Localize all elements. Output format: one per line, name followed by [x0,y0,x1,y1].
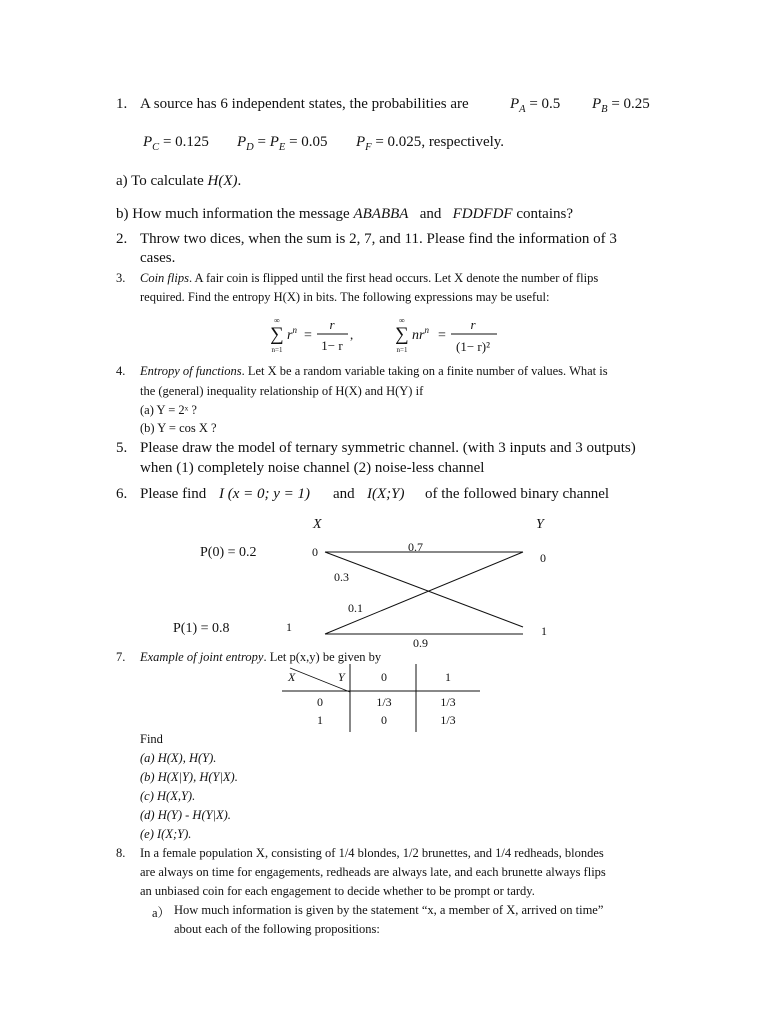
q6-and: and [333,486,355,502]
q1-text: A source has 6 independent states, the probabilities are [140,96,469,112]
q1-pb: $P_B = 0.25$ [592,96,650,115]
table-row-header-1: 1 [317,713,323,727]
q1-pd-pe: $P_D = P_E = 0.05$ [237,134,328,153]
sum2-upper: ∞ [399,316,405,325]
q6-text: Please find [140,486,207,502]
q1-pa: $P_A = 0.5$ [510,96,561,115]
q2-line1: Throw two dices, when the sum is 2, 7, and 11. Please find the information of 3 [140,231,617,247]
binary-channel-diagram [160,510,600,650]
q8-number: 8. [116,846,126,860]
q6-math2: I(X;Y) [367,486,405,502]
table-col-header-0: 0 [381,670,387,684]
q6-rest: of the followed binary channel [425,486,610,502]
frac1-num: r [329,317,335,332]
table-corner-x: X [288,670,296,684]
comma: , [350,327,354,342]
q1-pf: $P_F = 0.025$, respectively. [356,134,505,153]
q3-line1: Coin flips. A fair coin is flipped until the first head occurs. Let X denote the number of flips [140,271,599,285]
q7-find: Find [140,732,163,746]
q2-number: 2. [116,231,128,247]
frac1-den: 1− r [321,338,343,353]
table-corner-y: Y [338,670,345,684]
q8-line3: an unbiased coin for each engagement to decide whether to be prompt or tardy. [140,884,535,898]
table-row-header-0: 0 [317,695,323,709]
q8-line1: In a female population X, consisting of 1/4 blondes, 1/2 brunettes, and 1/4 redheads, blondes [140,846,604,860]
sum2-term: $nr^n$ [412,325,429,343]
q1-part-a: a) To calculate H(X). [116,173,242,189]
q7-item-c: (c) H(X,Y). [140,789,196,803]
q5-number: 5. [116,440,128,456]
q7-line1: Example of joint entropy. Let p(x,y) be given by [140,650,382,664]
q8-line2: are always on time for engagements, redheads are always late, and each brunette always flips [140,865,606,879]
q5-line1: Please draw the model of ternary symmetric channel. (with 3 inputs and 3 outputs) [140,440,636,456]
edge-1-0 [325,552,523,634]
table-cell: 1/3 [376,695,392,709]
q2-line2: cases. [140,250,176,266]
sum1-upper: ∞ [274,316,280,325]
sum1-lower: n=1 [271,346,283,354]
q4-part-a: (a) Y = 2ˣ ? [140,403,197,417]
edge-0-1 [325,552,523,627]
channel-x-label: X [313,517,322,532]
table-cell: 1/3 [440,713,456,727]
q4-line1: Entropy of functions. Let X be a random variable taking on a finite number of values. What is [140,364,608,378]
q1-pc: $P_C = 0.125$ [143,134,209,153]
table-col-header-1: 1 [445,670,451,684]
channel-out0: 0 [540,551,546,565]
sum2-sigma: ∑ [395,324,409,345]
sum2-equals: = [438,328,446,343]
prob-0-0: 0.7 [408,540,423,554]
frac2-num: r [470,317,476,332]
q8-part-a-line2: about each of the following propositions: [174,922,380,936]
q7-item-e: (e) I(X;Y). [140,827,192,841]
q4-part-b: (b) Y = cos X ? [140,421,217,435]
sum2-lower: n=1 [396,346,408,354]
frac2-den: (1− r)² [456,339,490,354]
table-cell: 1/3 [440,695,456,709]
prob-0-1: 0.3 [334,570,349,584]
q1-part-b: b) How much information the message ABABBA and FDDFDF contains? [116,206,574,222]
sum1-equals: = [304,328,312,343]
q1-number: 1. [116,96,128,112]
q4-line2: the (general) inequality relationship of H(X) and H(Y) if [140,384,424,398]
q7-item-b: (b) H(X|Y), H(Y|X). [140,770,238,784]
channel-p1: P(1) = 0.8 [173,621,230,636]
channel-p0: P(0) = 0.2 [200,545,257,560]
q7-item-a: (a) H(X), H(Y). [140,751,217,765]
q7-item-d: (d) H(Y) - H(Y|X). [140,808,231,822]
channel-in0: 0 [312,545,318,559]
q5-line2: when (1) completely noise channel (2) noise-less channel [140,460,485,476]
channel-y-label: Y [536,517,544,532]
q4-number: 4. [116,364,126,378]
q8-part-a-line1: How much information is given by the statement “x, a member of X, arrived on time” [174,903,604,917]
table-cell: 0 [381,713,387,727]
q6-number: 6. [116,486,128,502]
sum1-term: $r^n$ [287,325,297,343]
prob-1-0: 0.1 [348,601,363,615]
q7-number: 7. [116,650,126,664]
joint-prob-table [280,664,485,734]
sum1-sigma: ∑ [270,324,284,345]
channel-in1: 1 [286,620,292,634]
q8-part-a-label: a） [152,906,171,920]
q3-number: 3. [116,271,126,285]
q6-math1: I (x = 0; y = 1) [219,486,311,502]
channel-out1: 1 [541,624,547,638]
q3-line2: required. Find the entropy H(X) in bits. The following expressions may be useful: [140,290,550,304]
prob-1-1: 0.9 [413,636,428,650]
q3-series-formulas [255,312,515,358]
